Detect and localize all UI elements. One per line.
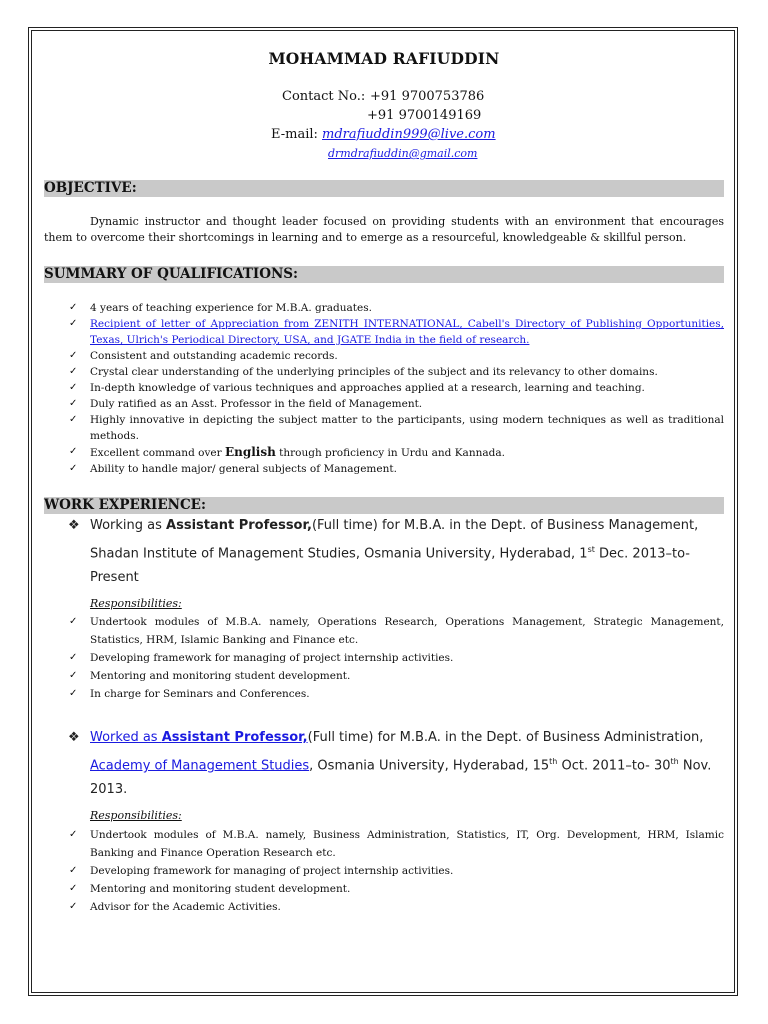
appreciation-link[interactable]: ✓ Recipient of letter of Appreciation from ZENITH INTERNATIONAL, Cabell's Directory of Publishing Opportunities, Texas, Ulrich's Periodical Directory, USA, and JGATE India in the field of research. [69, 318, 724, 346]
list-item: ✓ Ability to handle major/ general subjects of Management. [69, 463, 397, 475]
work-heading: WORK EXPERIENCE: [44, 497, 724, 514]
summary-list [0, 300, 768, 477]
job-2-description: Worked as Assistant Professor,(Full time) for M.B.A. in the Dept. of Business Administration, Academy of Management Studies, Osmania University, Hyderabad, 15th Oct. 2011–to- 30th Nov. 2013. [90, 730, 712, 798]
phone-secondary: +91 9700149169 [367, 108, 482, 123]
contact-block [0, 87, 768, 163]
job-2-responsibilities-label: Responsibilities: [90, 809, 182, 822]
candidate-name: MOHAMMAD RAFIUDDIN [268, 49, 500, 68]
email-primary-link[interactable]: mdrafiuddin999@live.com [322, 127, 496, 142]
list-item: ✓ Excellent command over English through proficiency in Urdu and Kannada. [69, 445, 505, 459]
job-2-title-link[interactable]: Worked as Assistant Professor, [90, 730, 308, 745]
job-2-responsibilities [0, 826, 768, 916]
list-item: ✓ Developing framework for managing of project internship activities. [69, 652, 454, 664]
list-item: ✓ Mentoring and monitoring student development. [69, 883, 351, 895]
academy-link[interactable]: Academy of Management Studies [90, 758, 310, 774]
job-1-description: Working as Assistant Professor,(Full time) for M.B.A. in the Dept. of Business Management, Shadan Institute of Management Studies, Osmania University, Hyderabad, 1st Dec. 2013–to-Present [90, 518, 699, 586]
list-item: ✓ Duly ratified as an Asst. Professor in the field of Management. [69, 398, 423, 410]
job-2 [0, 726, 768, 798]
diamond-bullet-icon: ❖ [68, 730, 80, 745]
list-item: ✓ Developing framework for managing of project internship activities. [69, 865, 454, 877]
list-item: ✓ Highly innovative in depicting the subject matter to the participants, using modern techniques as well as traditional methods. [69, 414, 724, 442]
email-secondary-link[interactable]: drmdrafiuddin@gmail.com [328, 147, 478, 160]
list-item: ✓ Undertook modules of M.B.A. namely, Operations Research, Operations Management, Strategic Management, Statistics, HRM, Islamic Banking and Finance etc. [69, 616, 724, 646]
list-item: ✓ In charge for Seminars and Conferences. [69, 688, 310, 700]
job-1 [0, 514, 768, 586]
list-item: ✓ Advisor for the Academic Activities. [69, 901, 281, 913]
list-item: ✓ Mentoring and monitoring student development. [69, 670, 351, 682]
diamond-bullet-icon: ❖ [68, 518, 80, 533]
list-item: ✓ Consistent and outstanding academic records. [69, 350, 338, 362]
summary-heading: SUMMARY OF QUALIFICATIONS: [44, 266, 724, 283]
list-item: ✓ 4 years of teaching experience for M.B.A. graduates. [69, 302, 372, 314]
phone-primary: +91 9700753786 [370, 89, 485, 104]
objective-text: Dynamic instructor and thought leader focused on providing students with an environment that encourages them to overcome their shortcomings in learning and to emerge as a resourceful, knowledgeable & skillful person. [44, 215, 724, 244]
list-item: ✓ Crystal clear understanding of the underlying principles of the subject and its relevancy to other domains. [69, 366, 658, 378]
list-item: ✓ In-depth knowledge of various techniques and approaches applied at a research, learning and teaching. [69, 382, 645, 394]
objective-heading: OBJECTIVE: [44, 180, 724, 197]
list-item: ✓ Undertook modules of M.B.A. namely, Business Administration, Statistics, IT, Org. Development, HRM, Islamic Banking and Finance Operation Research etc. [69, 829, 724, 859]
email-label: E-mail: [271, 127, 318, 142]
contact-label: Contact No.: [282, 89, 366, 104]
job-1-responsibilities [0, 613, 768, 703]
job-1-responsibilities-label: Responsibilities: [90, 597, 182, 610]
